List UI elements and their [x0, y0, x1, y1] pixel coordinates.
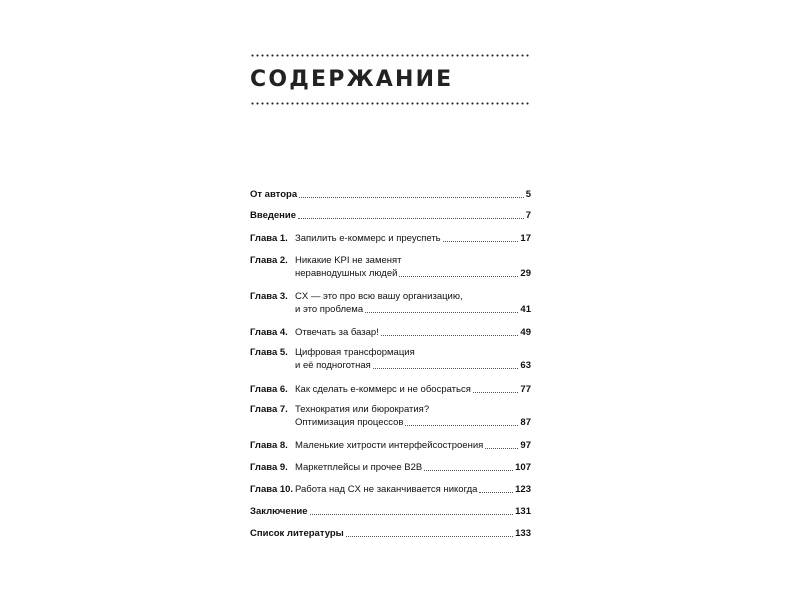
toc-entry[interactable]: [250, 461, 531, 474]
page-number: 63: [520, 360, 531, 371]
chapter-number: Глава 10.: [250, 484, 294, 495]
page-number: 131: [515, 506, 531, 517]
chapter-number: Глава 8.: [250, 440, 288, 451]
toc-entry[interactable]: [250, 505, 531, 518]
chapter-number: Глава 9.: [250, 462, 288, 473]
entry-title: Введение: [250, 210, 297, 221]
chapter-number: Глава 4.: [250, 327, 288, 338]
page-number: 7: [525, 210, 531, 221]
entry-title: Работа над CX не заканчивается никогда: [295, 484, 478, 495]
toc-entry[interactable]: [250, 383, 531, 396]
entry-title: и её подноготная: [295, 360, 371, 371]
chapter-number: Глава 3.: [250, 291, 288, 302]
page-number: 41: [520, 304, 531, 315]
entry-title: Заключение: [250, 506, 308, 517]
chapter-number: Глава 7.: [250, 404, 288, 415]
entry-title: CX — это про всю вашу организацию,: [295, 291, 463, 302]
dotted-rule-top: [250, 54, 531, 57]
dot-leader: [485, 448, 518, 449]
page-number: 107: [515, 462, 531, 473]
entry-title: От автора: [250, 189, 298, 200]
dot-leader: [479, 492, 513, 493]
entry-title: и это проблема: [295, 304, 364, 315]
toc-entry[interactable]: [250, 290, 531, 316]
page-number: 5: [525, 189, 531, 200]
entry-title: Маркетплейсы и прочее B2B: [295, 462, 423, 473]
dot-leader: [405, 425, 518, 426]
page-number: 123: [515, 484, 531, 495]
toc-entry[interactable]: [250, 188, 531, 201]
dotted-rule-bottom: [250, 102, 531, 105]
entry-title: Технократия или бюрократия?: [295, 404, 430, 415]
entry-title: Маленькие хитрости интерфейсостроения: [295, 440, 484, 451]
entry-title: Запилить е-коммерс и преуспеть: [295, 233, 441, 244]
page-title: СОДЕРЖАНИЕ: [250, 67, 454, 92]
toc-entry[interactable]: [250, 232, 531, 245]
toc-entry[interactable]: [250, 527, 531, 540]
entry-title: Оптимизация процессов: [295, 417, 404, 428]
dot-leader: [299, 197, 524, 198]
dot-leader: [424, 470, 513, 471]
chapter-number: Глава 1.: [250, 233, 288, 244]
dot-leader: [346, 536, 513, 537]
chapter-number: Глава 2.: [250, 255, 288, 266]
page-number: 29: [520, 268, 531, 279]
toc-entry[interactable]: [250, 346, 531, 372]
chapter-number: Глава 5.: [250, 347, 288, 358]
entry-title: неравнодушных людей: [295, 268, 398, 279]
toc-page: [250, 0, 531, 600]
entry-title: Список литературы: [250, 528, 344, 539]
toc-entry[interactable]: [250, 254, 531, 280]
toc-entry[interactable]: [250, 209, 531, 222]
page-number: 133: [515, 528, 531, 539]
dot-leader: [381, 335, 519, 336]
toc-entry[interactable]: [250, 326, 531, 339]
dot-leader: [473, 392, 519, 393]
page-number: 87: [520, 417, 531, 428]
page-number: 77: [520, 384, 531, 395]
chapter-number: Глава 6.: [250, 384, 288, 395]
toc-entry[interactable]: [250, 403, 531, 429]
entry-title: Отвечать за базар!: [295, 327, 379, 338]
page-number: 97: [520, 440, 531, 451]
entry-title: Никакие KPI не заменят: [295, 255, 402, 266]
entry-title: Цифровая трансформация: [295, 347, 415, 358]
dot-leader: [310, 514, 514, 515]
dot-leader: [399, 276, 518, 277]
entry-title: Как сделать е-коммерс и не обосраться: [295, 384, 471, 395]
dot-leader: [365, 312, 518, 313]
toc-entry[interactable]: [250, 483, 531, 496]
dot-leader: [373, 368, 519, 369]
dot-leader: [298, 218, 524, 219]
dot-leader: [443, 241, 519, 242]
page-number: 49: [520, 327, 531, 338]
page-number: 17: [520, 233, 531, 244]
toc-entry[interactable]: [250, 439, 531, 452]
